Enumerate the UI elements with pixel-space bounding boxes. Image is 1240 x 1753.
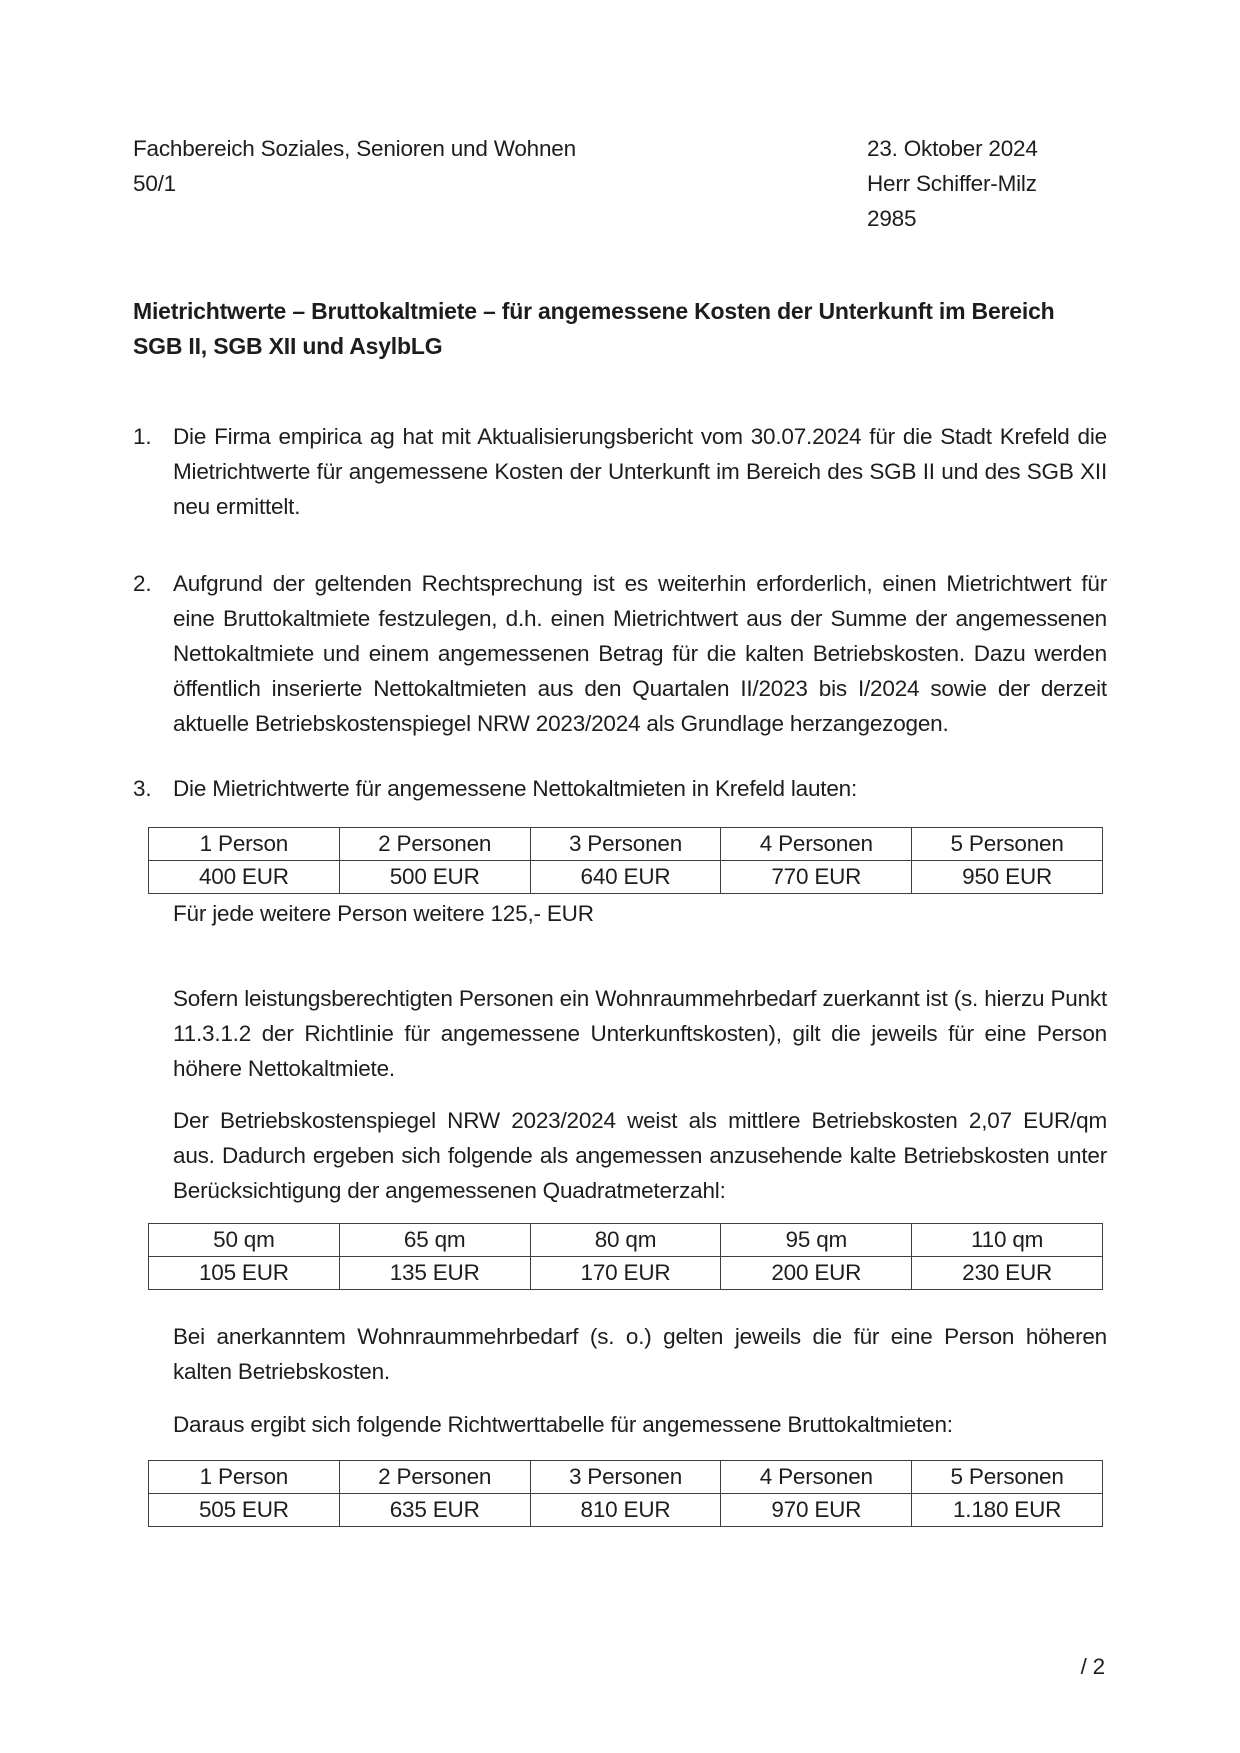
table-header-cell: 3 Personen [530, 1461, 721, 1494]
table-header-cell: 65 qm [339, 1224, 530, 1257]
table-header-cell: 110 qm [912, 1224, 1103, 1257]
anerkannt-paragraph: Bei anerkanntem Wohnraummehrbedarf (s. o.) gelten jeweils die für eine Person höheren kalten Betriebskosten. [173, 1324, 1107, 1384]
item-number: 1. [133, 424, 152, 449]
mehrbedarf-paragraph: Sofern leistungsberechtigten Personen ein Wohnraummehrbedarf zuerkannt ist (s. hierzu Punkt 11.3.1.2 der Richtlinie für angemessene Unterkunftskosten), gilt die jeweils für eine Person höhere Nettokaltmiete. [173, 986, 1107, 1081]
item-number: 2. [133, 571, 152, 596]
table-header-cell: 5 Personen [912, 828, 1103, 861]
item-number: 3. [133, 776, 152, 801]
date-line: 23. Oktober 2024 [867, 136, 1038, 161]
org-unit-line: 50/1 [133, 171, 176, 196]
list-item-3 [133, 771, 1107, 806]
betriebskosten-table [148, 1223, 1103, 1290]
table-value-row [149, 861, 1103, 894]
table-value-cell: 810 EUR [530, 1494, 721, 1527]
table-value-cell: 1.180 EUR [912, 1494, 1103, 1527]
table-value-cell: 105 EUR [149, 1257, 340, 1290]
list-item-1 [133, 419, 1107, 524]
table-header-row [149, 1461, 1103, 1494]
table-value-cell: 970 EUR [721, 1494, 912, 1527]
daraus-paragraph: Daraus ergibt sich folgende Richtwerttabelle für angemessene Bruttokaltmieten: [173, 1412, 953, 1437]
table-header-cell: 3 Personen [530, 828, 721, 861]
table-value-cell: 200 EUR [721, 1257, 912, 1290]
table-value-row [149, 1257, 1103, 1290]
extra-person-note: Für jede weitere Person weitere 125,- EUR [173, 901, 594, 926]
item-text: Aufgrund der geltenden Rechtsprechung ist es weiterhin erforderlich, einen Mietrichtwert für eine Bruttokaltmiete festzulegen, d.h. einen Mietrichtwert aus der Summe der angemessenen Nettokaltmiete und einem angemessenen Betrag für die kalten Betriebskosten. Dazu werden öffentlich inserierte Nettokaltmieten aus den Quartalen II/2023 bis I/2024 sowie der derzeit aktuelle Betriebskostenspiegel NRW 2023/2024 als Grundlage herzangezogen. [173, 571, 1107, 736]
bruttokaltmiete-table [148, 1460, 1103, 1527]
table-value-cell: 950 EUR [912, 861, 1103, 894]
table-value-cell: 230 EUR [912, 1257, 1103, 1290]
item-text: Die Firma empirica ag hat mit Aktualisierungsbericht vom 30.07.2024 für die Stadt Krefeld die Mietrichtwerte für angemessene Kosten der Unterkunft im Bereich des SGB II und des SGB XII neu ermittelt. [173, 424, 1107, 519]
table-header-cell: 95 qm [721, 1224, 912, 1257]
document-title: Mietrichtwerte – Bruttokaltmiete – für angemessene Kosten der Unterkunft im Bereich SGB II, SGB XII und AsylbLG [133, 298, 1055, 359]
table-header-cell: 2 Personen [339, 1461, 530, 1494]
table-value-cell: 640 EUR [530, 861, 721, 894]
table-header-cell: 4 Personen [721, 828, 912, 861]
table-header-row [149, 828, 1103, 861]
item-text: Die Mietrichtwerte für angemessene Nettokaltmieten in Krefeld lauten: [173, 776, 858, 801]
extension-line: 2985 [867, 206, 917, 231]
table-header-cell: 1 Person [149, 828, 340, 861]
table-header-cell: 2 Personen [339, 828, 530, 861]
table-value-cell: 505 EUR [149, 1494, 340, 1527]
list-item-2 [133, 566, 1107, 741]
table-header-cell: 80 qm [530, 1224, 721, 1257]
table-value-cell: 500 EUR [339, 861, 530, 894]
table-value-cell: 635 EUR [339, 1494, 530, 1527]
table-value-cell: 770 EUR [721, 861, 912, 894]
table-header-cell: 5 Personen [912, 1461, 1103, 1494]
header-left [133, 131, 867, 236]
betriebskosten-paragraph: Der Betriebskostenspiegel NRW 2023/2024 weist als mittlere Betriebskosten 2,07 EUR/qm aus. Dadurch ergeben sich folgende als angemessen anzusehende kalte Betriebskosten unter Berücksichtigung der angemessenen Quadratmeterzahl: [173, 1108, 1107, 1203]
page-number: / 2 [1080, 1654, 1105, 1679]
table-header-cell: 1 Person [149, 1461, 340, 1494]
contact-line: Herr Schiffer-Milz [867, 171, 1037, 196]
table-value-cell: 400 EUR [149, 861, 340, 894]
nettokaltmiete-table [148, 827, 1103, 894]
table-header-cell: 4 Personen [721, 1461, 912, 1494]
table-value-cell: 170 EUR [530, 1257, 721, 1290]
table-header-cell: 50 qm [149, 1224, 340, 1257]
header-right [867, 131, 1107, 236]
table-value-row [149, 1494, 1103, 1527]
table-value-cell: 135 EUR [339, 1257, 530, 1290]
letter-header [133, 131, 1107, 236]
department-line: Fachbereich Soziales, Senioren und Wohnen [133, 136, 576, 161]
table-header-row [149, 1224, 1103, 1257]
